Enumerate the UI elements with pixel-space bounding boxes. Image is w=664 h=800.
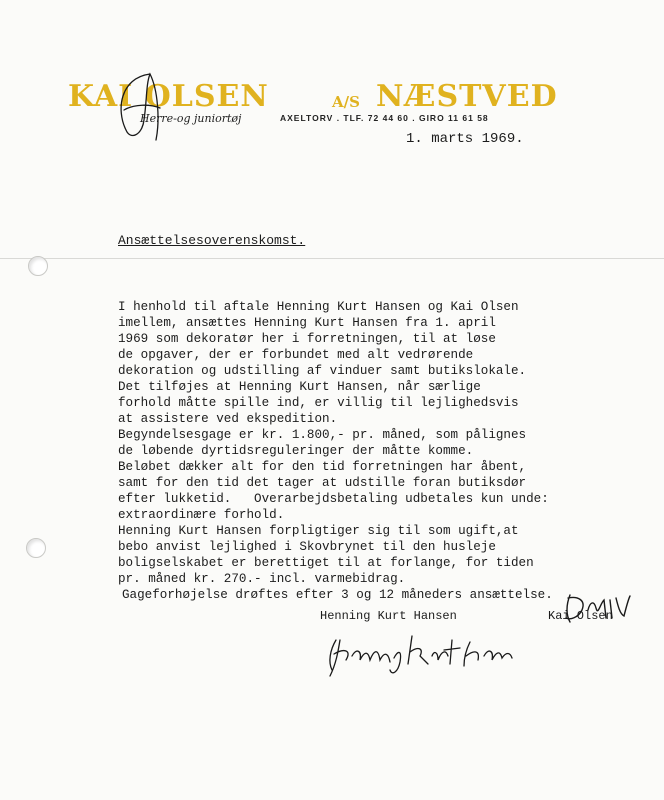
body-line: forhold måtte spille ind, er villig til lejlighedsvis	[118, 396, 519, 410]
body-line: samt for den tid det tager at udstille foran butiksdør	[118, 476, 527, 490]
body-line: pr. måned kr. 270.- incl. varmebidrag.	[118, 572, 406, 586]
legal-form: A/S	[332, 93, 360, 111]
body-line: Beløbet dækker alt for den tid forretningen har åbent,	[118, 460, 527, 474]
body-line: Gageforhøjelse drøftes efter 3 og 12 måneders ansættelse.	[122, 588, 553, 602]
body-line: efter lukketid. Overarbejdsbetaling udbetales kun unde:	[118, 492, 549, 506]
signatory-employee-name: Henning Kurt Hansen	[320, 609, 457, 623]
body-line: Det tilføjes at Henning Kurt Hansen, når særlige	[118, 380, 481, 394]
body-line: Henning Kurt Hansen forpligtiger sig til som ugift,at	[118, 524, 519, 538]
body-line: dekoration og udstilling af vinduer samt butikslokale.	[118, 364, 527, 378]
letter-date: 1. marts 1969.	[406, 131, 524, 147]
body-line: 1969 som dekoratør her i forretningen, til at løse	[118, 332, 496, 346]
company-city: NÆSTVED	[376, 79, 558, 114]
company-tagline: Herre-og juniortøj	[140, 112, 242, 125]
body-line: imellem, ansættes Henning Kurt Hansen fra 1. april	[118, 316, 496, 330]
employee-signature	[330, 636, 512, 676]
company-contact: AXELTORV . TLF. 72 44 60 . GIRO 11 61 58	[280, 113, 489, 123]
body-line: de opgaver, der er forbundet med alt vedrørende	[118, 348, 474, 362]
body-line: de løbende dyrtidsreguleringer der måtte komme.	[118, 444, 474, 458]
body-line: at assistere ved ekspedition.	[118, 412, 338, 426]
letter-subject: Ansættelsesoverenskomst.	[118, 233, 306, 248]
body-line: extraordinære forhold.	[118, 508, 285, 522]
company-name: KAI OLSEN	[68, 79, 269, 114]
body-line: Begyndelsesgage er kr. 1.800,- pr. måned, som pålignes	[118, 428, 527, 442]
body-line: I henhold til aftale Henning Kurt Hansen og Kai Olsen	[118, 300, 519, 314]
logo-flourish	[121, 74, 160, 140]
employer-signature	[566, 595, 630, 622]
body-line: bebo anvist lejlighed i Skovbrynet til den husleje	[118, 540, 496, 554]
body-line: boligselskabet er berettiget til at forlange, for tiden	[118, 556, 534, 570]
signatory-employer-name: Kai Olsen	[548, 609, 613, 623]
